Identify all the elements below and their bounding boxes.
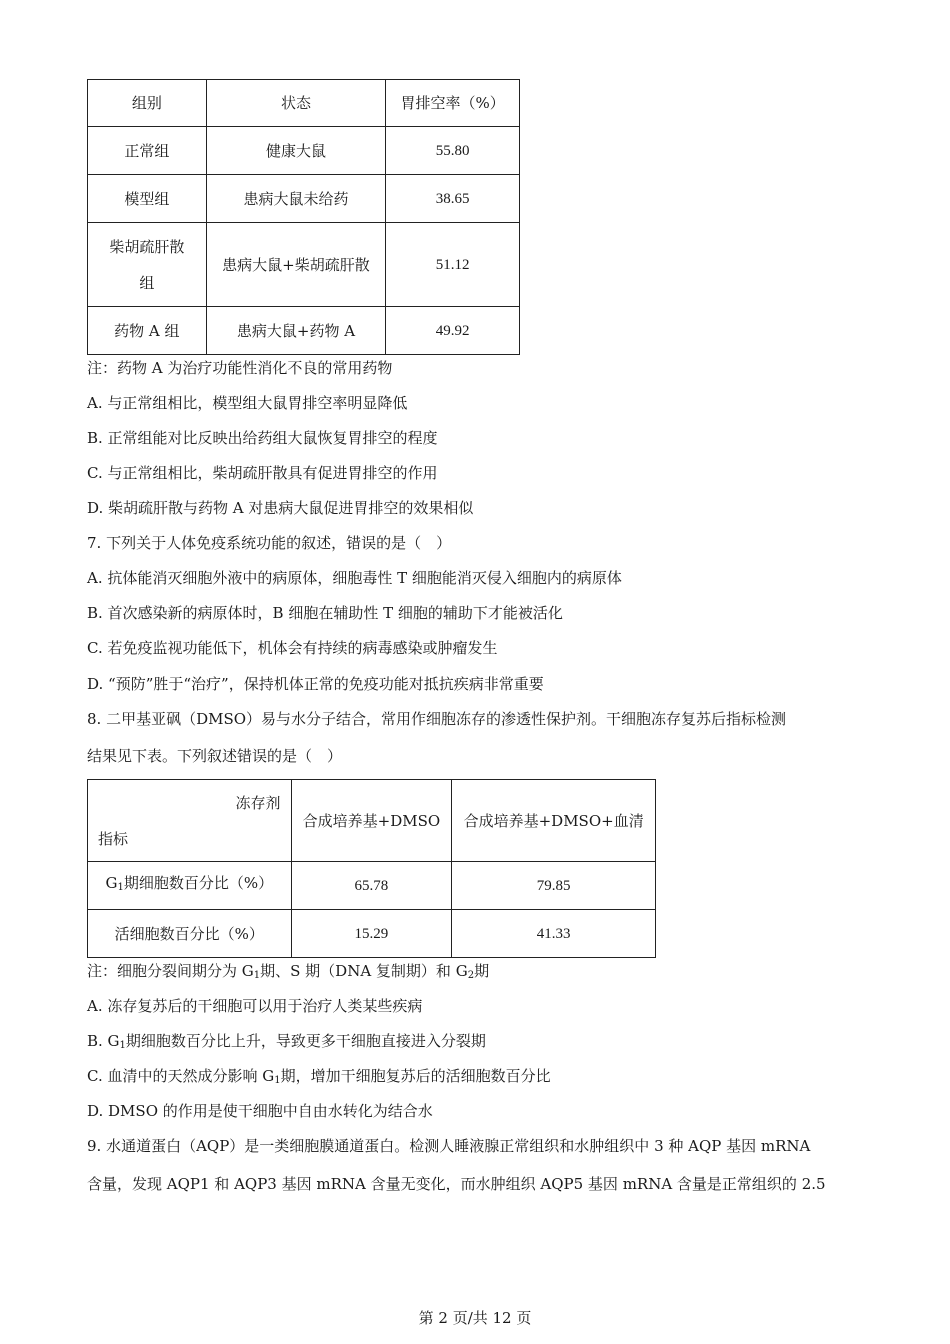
corner-bottom-label: 指标 bbox=[98, 829, 129, 848]
table-gastric-emptying bbox=[87, 79, 520, 355]
corner-top-label: 冻存剂 bbox=[235, 793, 281, 812]
cell-value: 55.80 bbox=[386, 127, 520, 175]
cell-state: 患病大鼠+柴胡疏肝散 bbox=[206, 223, 386, 307]
cell-group: 正常组 bbox=[88, 127, 207, 175]
cell-value: 79.85 bbox=[452, 862, 656, 910]
cell-state: 健康大鼠 bbox=[206, 127, 386, 175]
table-row bbox=[88, 223, 520, 307]
question-7-stem: 7. 下列关于人体免疫系统功能的叙述，错误的是（ ） bbox=[87, 534, 452, 552]
cell-group bbox=[88, 223, 207, 307]
cell-group-line2: 组 bbox=[139, 273, 155, 292]
page-footer: 第 2 页/共 12 页 bbox=[418, 1309, 532, 1327]
table-header-row bbox=[88, 80, 520, 127]
header-dmso-serum: 合成培养基+DMSO+血清 bbox=[452, 780, 656, 862]
table-header-row bbox=[88, 780, 656, 862]
header-group: 组别 bbox=[88, 80, 207, 127]
table-row bbox=[88, 175, 520, 223]
cell-group: 模型组 bbox=[88, 175, 207, 223]
option-d: D. 柴胡疏肝散与药物 A 对患病大鼠促进胃排空的效果相似 bbox=[87, 499, 474, 517]
header-state: 状态 bbox=[206, 80, 386, 127]
question-8-stem-line2: 结果见下表。下列叙述错误的是（ ） bbox=[87, 747, 343, 765]
option-a: A. 抗体能消灭细胞外液中的病原体，细胞毒性 T 细胞能消灭侵入细胞内的病原体 bbox=[87, 569, 622, 587]
table-note: 注：细胞分裂间期分为 $G_1$期、S 期（DNA 复制期）和 $G_2$期 bbox=[87, 962, 490, 981]
cell-state: 患病大鼠未给药 bbox=[206, 175, 386, 223]
table-row bbox=[88, 127, 520, 175]
cell-value: 41.33 bbox=[452, 910, 656, 958]
table-row bbox=[88, 862, 656, 910]
option-a: A. 冻存复苏后的干细胞可以用于治疗人类某些疾病 bbox=[87, 997, 423, 1015]
option-b: B. 正常组能对比反映出给药组大鼠恢复胃排空的程度 bbox=[87, 429, 438, 447]
cell-group: 药物 A 组 bbox=[88, 307, 207, 355]
corner-header bbox=[88, 780, 292, 862]
cell-group-line1: 柴胡疏肝散 bbox=[109, 237, 185, 256]
cell-value: 15.29 bbox=[291, 910, 452, 958]
option-c: C. 与正常组相比，柴胡疏肝散具有促进胃排空的作用 bbox=[87, 464, 438, 482]
table-row bbox=[88, 307, 520, 355]
table-note: 注：药物 A 为治疗功能性消化不良的常用药物 bbox=[87, 359, 393, 377]
header-dmso: 合成培养基+DMSO bbox=[291, 780, 452, 862]
cell-value: 49.92 bbox=[386, 307, 520, 355]
option-c: C. 血清中的天然成分影响 $G_1$期，增加干细胞复苏后的活细胞数百分比 bbox=[87, 1067, 551, 1086]
question-9-line1: 9. 水通道蛋白（AQP）是一类细胞膜通道蛋白。检测人睡液腺正常组织和水肿组织中 3 种 AQP 基因 mRNA bbox=[87, 1137, 811, 1155]
row-label-g1: $G_1$期细胞数百分比（%） bbox=[88, 862, 292, 910]
cell-value: 38.65 bbox=[386, 175, 520, 223]
option-b: B. $G_1$期细胞数百分比上升，导致更多干细胞直接进入分裂期 bbox=[87, 1032, 486, 1051]
option-d: D. “预防”胜于“治疗”，保持机体正常的免疫功能对抵抗疾病非常重要 bbox=[87, 675, 544, 693]
question-9-line2: 含量，发现 AQP1 和 AQP3 基因 mRNA 含量无变化，而水肿组织 AQP5 基因 mRNA 含量是正常组织的 2.5 bbox=[87, 1175, 826, 1193]
option-d: D. DMSO 的作用是使干细胞中自由水转化为结合水 bbox=[87, 1102, 433, 1120]
option-c: C. 若免疫监视功能低下，机体会有持续的病毒感染或肿瘤发生 bbox=[87, 639, 498, 657]
cell-value: 65.78 bbox=[291, 862, 452, 910]
table-row bbox=[88, 910, 656, 958]
header-rate: 胃排空率（%） bbox=[386, 80, 520, 127]
cell-value: 51.12 bbox=[386, 223, 520, 307]
table-stem-cell bbox=[87, 779, 656, 958]
cell-state: 患病大鼠+药物 A bbox=[206, 307, 386, 355]
row-label-live-cells: 活细胞数百分比（%） bbox=[88, 910, 292, 958]
question-8-stem-line1: 8. 二甲基亚砜（DMSO）易与水分子结合，常用作细胞冻存的渗透性保护剂。干细胞冻存复苏后指标检测 bbox=[87, 710, 787, 728]
option-b: B. 首次感染新的病原体时，B 细胞在辅助性 T 细胞的辅助下才能被活化 bbox=[87, 604, 563, 622]
option-a: A. 与正常组相比，模型组大鼠胃排空率明显降低 bbox=[87, 394, 408, 412]
